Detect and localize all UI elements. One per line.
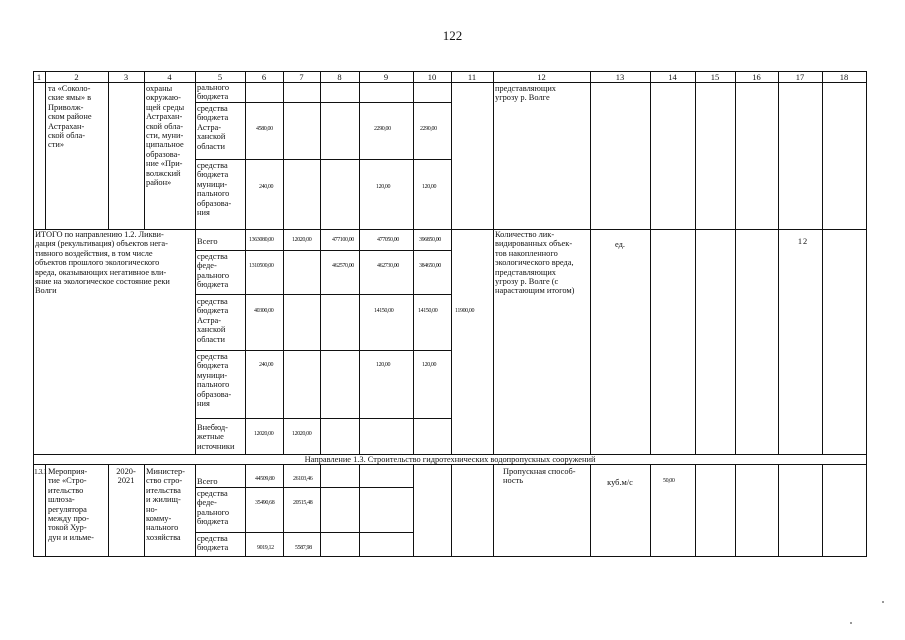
column-header: 2 (74, 72, 79, 82)
amount: 12020,00 (292, 431, 312, 437)
table-rule (735, 71, 736, 455)
amount: 2290,00 (420, 126, 437, 132)
table-rule (778, 71, 779, 455)
funding-source: рального бюджета (197, 83, 230, 102)
amount: 462570,00 (332, 263, 354, 269)
column-header: 12 (537, 72, 546, 82)
executor: охраны окружаю- щей среды Астрахан- ской обла- сти, муни- ципальное образова- ние «При- волжский район» (146, 84, 185, 188)
funding-source: средства бюджета муници- пального образова- ния (197, 161, 232, 218)
executor: Министер- ство стро- ительства и жилищ- но- комму- нального хозяйства (146, 467, 185, 542)
unit: ед. (615, 240, 625, 249)
table-rule (320, 71, 321, 455)
amount: 14150,00 (418, 308, 438, 314)
scan-speck (850, 622, 852, 624)
table-rule (735, 464, 736, 557)
scan-speck (882, 601, 884, 603)
column-header: 7 (299, 72, 304, 82)
amount: 120,00 (422, 184, 437, 190)
column-header: 13 (615, 72, 625, 82)
target-indicator: представляющих угрозу р. Волге (495, 84, 556, 103)
amount: 462730,00 (377, 263, 399, 269)
column-header: 14 (668, 72, 677, 82)
table-rule (493, 71, 494, 455)
column-header: 17 (795, 72, 805, 82)
table-rule (195, 487, 413, 488)
table-rule (45, 71, 46, 230)
amount: 14150,00 (374, 308, 394, 314)
column-header: 10 (427, 72, 437, 82)
table-rule (245, 464, 246, 557)
table-rule (33, 82, 867, 83)
amount: 12020,00 (254, 431, 274, 437)
target-indicator: Количество лик- видированных объек- тов накопленного экологического вреда, представляющих угрозу р. Волге (с нарастающим итогом) (495, 230, 575, 296)
table-rule (359, 71, 360, 455)
program-table (33, 71, 867, 557)
measure-name: Мероприя- тие «Стро- ительство шлюза- регулятора между про- токой Хур- дун и ильме- (48, 467, 94, 542)
table-rule (144, 71, 145, 230)
total-title: ИТОГО по направлению 1.2. Ликви- дация (рекультивация) объектов нега- тивного воздействия, в том числе объектов прошлого экологического вреда, оказывающих негативное вли- яние на экологическое состояние реки Волги (35, 230, 170, 296)
table-rule (45, 464, 46, 557)
column-header: 18 (839, 72, 849, 82)
table-rule (33, 71, 34, 557)
table-rule (650, 464, 651, 557)
target-indicator: Пропускная способ- ность (503, 467, 576, 486)
value-2021: 50,00 (663, 478, 675, 484)
amount: 5587,98 (295, 545, 312, 551)
funding-source: средства феде- рального бюджета (197, 489, 230, 527)
column-header: 1 (36, 72, 42, 82)
amount: 9019,12 (257, 545, 274, 551)
funding-source: Внебюд- жетные источники (197, 423, 235, 451)
column-header: 3 (123, 72, 129, 82)
column-header: 11 (467, 72, 477, 82)
amount: 477050,00 (377, 237, 399, 243)
value-2025: 2 (803, 237, 808, 246)
column-header: 5 (217, 72, 223, 82)
column-header: 8 (337, 72, 342, 82)
table-rule (359, 464, 360, 557)
table-rule (590, 71, 591, 455)
table-rule (413, 71, 414, 455)
funding-source: Всего (197, 237, 218, 246)
direction-heading: Направление 1.3. Строительство гидротехнических водопропускных сооружений (304, 455, 596, 464)
table-rule (822, 71, 823, 455)
amount: 240,00 (259, 362, 274, 368)
amount: 240,00 (259, 184, 274, 190)
amount: 120,00 (376, 362, 391, 368)
value-2024: 1 (797, 237, 803, 246)
table-rule (245, 71, 246, 455)
table-rule (695, 71, 696, 455)
amount: 396850,00 (419, 237, 441, 243)
table-rule (283, 71, 284, 455)
table-rule (33, 556, 867, 557)
table-rule (822, 464, 823, 557)
unit: куб.м/с (607, 478, 633, 487)
amount: 120,00 (422, 362, 437, 368)
funding-source: средства бюджета Астра- ханской области (197, 297, 229, 344)
table-rule (108, 71, 109, 230)
amount: 2290,00 (374, 126, 391, 132)
page-number: 122 (442, 28, 463, 43)
funding-source: средства бюджета муници- пального образова- ния (197, 352, 232, 409)
table-rule (283, 464, 284, 557)
column-header: 16 (752, 72, 761, 82)
amount: 26103,46 (293, 476, 313, 482)
table-rule (195, 532, 413, 533)
amount: 120,00 (376, 184, 391, 190)
table-rule (195, 71, 196, 455)
amount: 35490,68 (255, 500, 275, 506)
funding-source: средства феде- рального бюджета (197, 252, 230, 290)
table-rule (451, 71, 452, 455)
table-rule (695, 464, 696, 557)
amount: 477100,00 (332, 237, 354, 243)
amount: 1363080,00 (249, 237, 274, 243)
amount: 4580,00 (256, 126, 273, 132)
amount: 11900,00 (455, 308, 475, 314)
amount: 12020,00 (292, 237, 312, 243)
amount: 44509,80 (255, 476, 275, 482)
column-header: 9 (383, 72, 389, 82)
measure-name: та «Соколо- ские ямы» в Приволж- ском районе Астрахан- ской обла- сти» (48, 84, 92, 150)
column-header: 15 (710, 72, 720, 82)
table-rule (413, 464, 414, 557)
column-header: 6 (261, 72, 267, 82)
amount: 20515,48 (293, 500, 313, 506)
table-rule (866, 71, 867, 557)
amount: 384650,00 (419, 263, 441, 269)
table-rule (493, 464, 494, 557)
amount: 40300,00 (254, 308, 274, 314)
funding-source: средства бюджета Астра- ханской области (197, 104, 229, 151)
years: 2020- 2021 (116, 467, 136, 486)
funding-source: Всего (197, 477, 218, 486)
table-rule (320, 464, 321, 557)
column-header: 4 (167, 72, 172, 82)
amount: 1310500,00 (249, 263, 274, 269)
item-number: 1.3.1 (34, 467, 47, 476)
table-rule (195, 464, 196, 557)
table-rule (451, 464, 452, 557)
funding-source: средства бюджета (197, 534, 229, 553)
table-rule (144, 464, 145, 557)
table-rule (650, 71, 651, 455)
table-rule (778, 464, 779, 557)
